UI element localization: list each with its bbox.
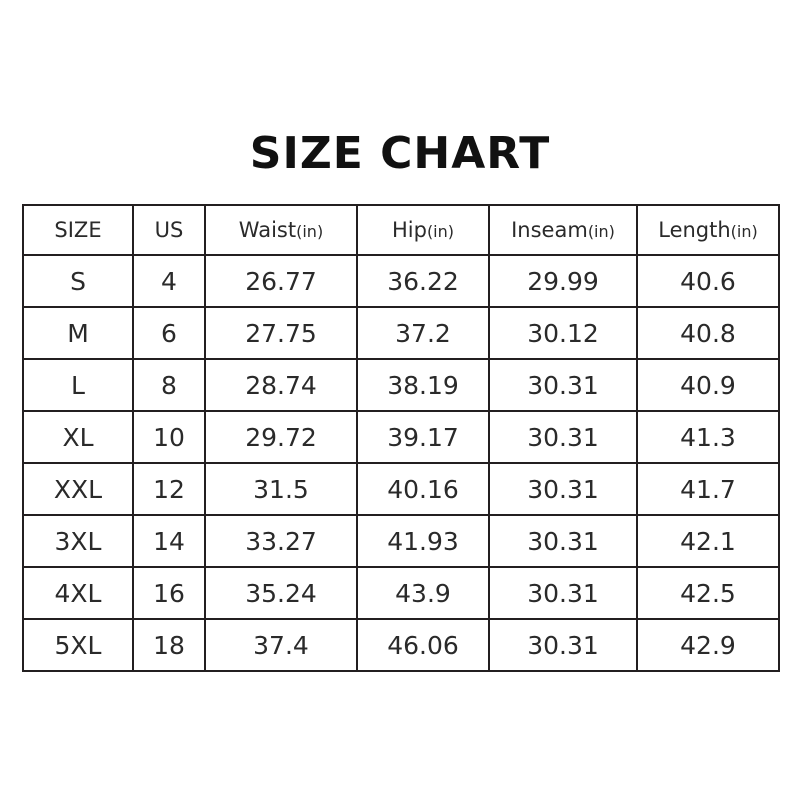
cell-hip: 40.16	[357, 463, 489, 515]
cell-inseam: 30.31	[489, 463, 637, 515]
table-body	[23, 255, 779, 671]
cell-length: 41.3	[637, 411, 779, 463]
cell-hip: 37.2	[357, 307, 489, 359]
column-header-length-label: Length	[658, 218, 731, 242]
column-header-hip	[357, 205, 489, 255]
cell-length: 40.8	[637, 307, 779, 359]
table-row	[23, 359, 779, 411]
cell-waist: 29.72	[205, 411, 357, 463]
column-header-size-label: SIZE	[54, 218, 102, 242]
column-header-waist-unit: (in)	[296, 222, 324, 241]
cell-inseam: 30.31	[489, 411, 637, 463]
column-header-length-unit: (in)	[730, 222, 758, 241]
cell-inseam: 30.31	[489, 567, 637, 619]
column-header-us-label: US	[154, 218, 184, 242]
cell-length: 42.5	[637, 567, 779, 619]
table-header	[23, 205, 779, 255]
cell-inseam: 30.12	[489, 307, 637, 359]
cell-length: 42.9	[637, 619, 779, 671]
column-header-hip-unit: (in)	[426, 222, 455, 241]
table-header-row	[23, 205, 779, 255]
cell-us: 12	[133, 463, 205, 515]
cell-waist: 31.5	[205, 463, 357, 515]
cell-size: XXL	[23, 463, 133, 515]
cell-hip: 36.22	[357, 255, 489, 307]
column-header-inseam	[489, 205, 637, 255]
table-row	[23, 567, 779, 619]
cell-size: 4XL	[23, 567, 133, 619]
column-header-hip-label: Hip	[391, 218, 427, 242]
cell-inseam: 30.31	[489, 619, 637, 671]
cell-us: 8	[133, 359, 205, 411]
cell-us: 18	[133, 619, 205, 671]
column-header-waist-label: Waist	[238, 218, 297, 242]
page-title: SIZE CHART	[249, 128, 551, 179]
cell-length: 40.9	[637, 359, 779, 411]
cell-length: 41.7	[637, 463, 779, 515]
cell-size: S	[23, 255, 133, 307]
cell-size: M	[23, 307, 133, 359]
column-header-inseam-unit: (in)	[587, 222, 615, 241]
cell-size: L	[23, 359, 133, 411]
cell-waist: 28.74	[205, 359, 357, 411]
table-row	[23, 411, 779, 463]
cell-us: 14	[133, 515, 205, 567]
cell-hip: 46.06	[357, 619, 489, 671]
cell-inseam: 29.99	[489, 255, 637, 307]
cell-size: 3XL	[23, 515, 133, 567]
cell-hip: 41.93	[357, 515, 489, 567]
column-header-waist	[205, 205, 357, 255]
cell-hip: 39.17	[357, 411, 489, 463]
cell-waist: 26.77	[205, 255, 357, 307]
table-row	[23, 307, 779, 359]
table-row	[23, 619, 779, 671]
cell-us: 10	[133, 411, 205, 463]
cell-inseam: 30.31	[489, 515, 637, 567]
cell-hip: 38.19	[357, 359, 489, 411]
cell-inseam: 30.31	[489, 359, 637, 411]
cell-us: 4	[133, 255, 205, 307]
cell-size: XL	[23, 411, 133, 463]
cell-waist: 35.24	[205, 567, 357, 619]
table-row	[23, 255, 779, 307]
size-chart-table-wrapper	[22, 204, 778, 672]
cell-us: 16	[133, 567, 205, 619]
column-header-inseam-label: Inseam	[511, 218, 588, 242]
cell-size: 5XL	[23, 619, 133, 671]
cell-hip: 43.9	[357, 567, 489, 619]
size-chart-table	[22, 204, 780, 672]
cell-length: 42.1	[637, 515, 779, 567]
column-header-size	[23, 205, 133, 255]
cell-waist: 37.4	[205, 619, 357, 671]
column-header-us	[133, 205, 205, 255]
cell-length: 40.6	[637, 255, 779, 307]
cell-waist: 27.75	[205, 307, 357, 359]
table-row	[23, 515, 779, 567]
table-row	[23, 463, 779, 515]
column-header-length	[637, 205, 779, 255]
cell-us: 6	[133, 307, 205, 359]
cell-waist: 33.27	[205, 515, 357, 567]
